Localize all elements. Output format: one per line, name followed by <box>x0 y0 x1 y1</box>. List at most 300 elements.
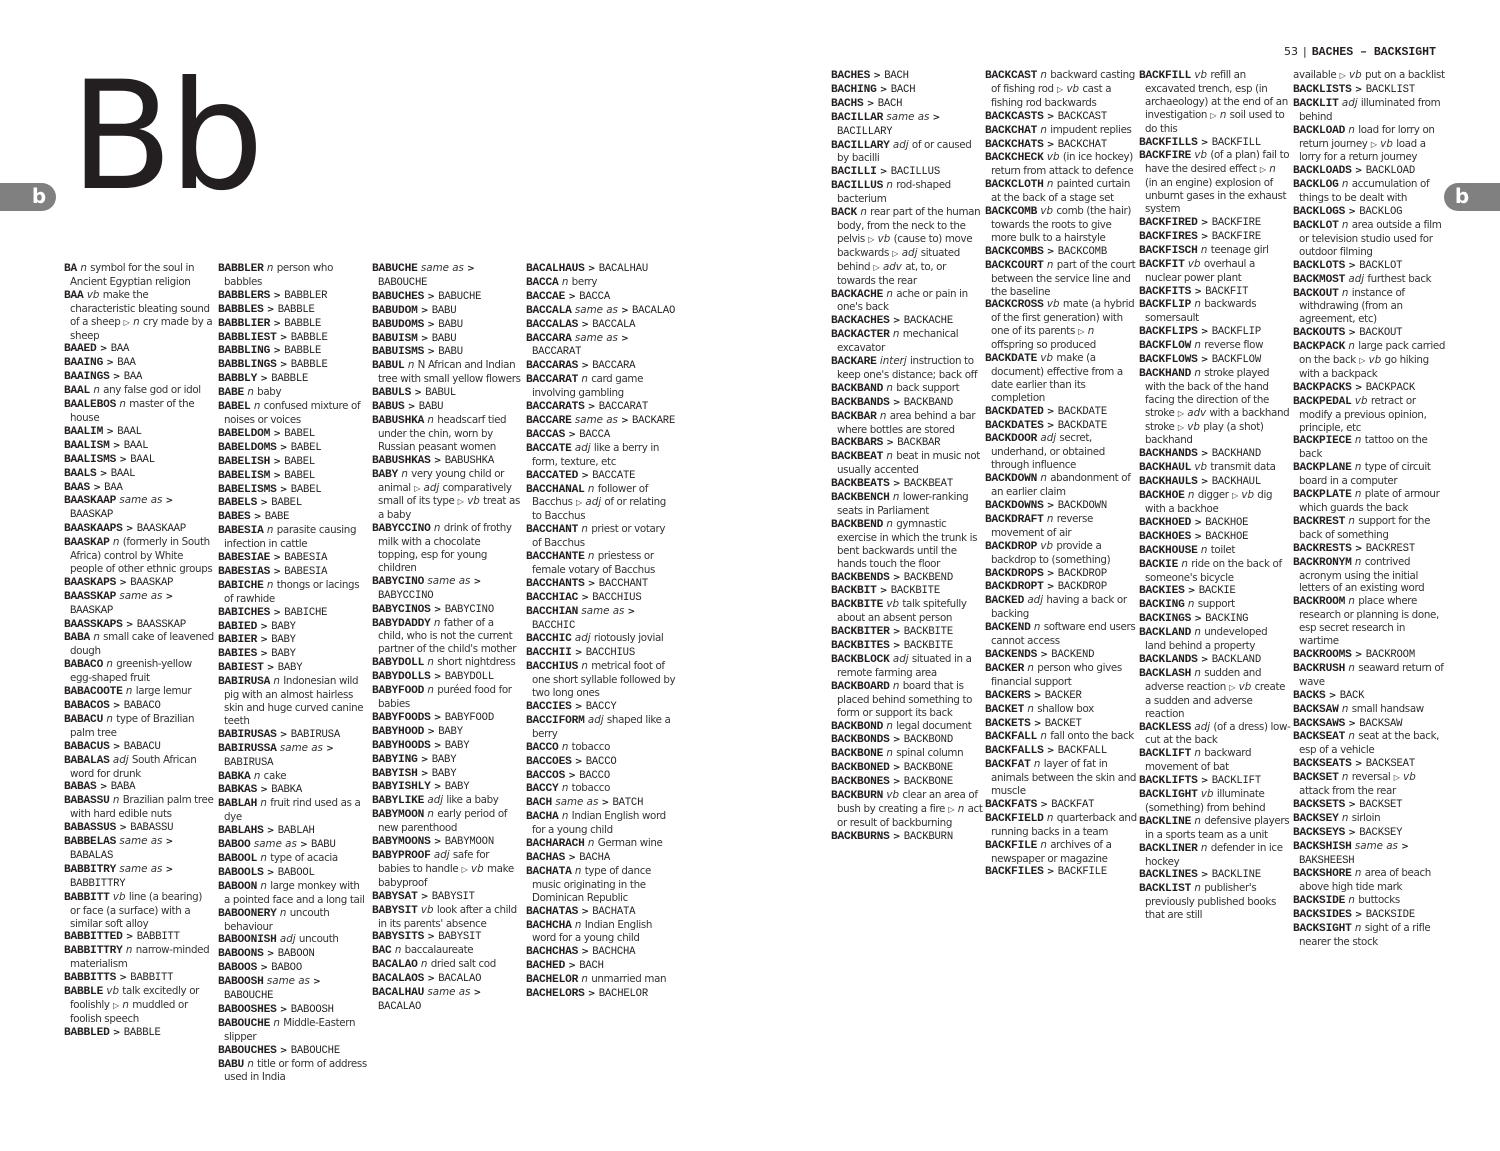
definition: make babyproof <box>378 862 514 889</box>
definition: area behind a bar where bottles are stored <box>837 409 976 436</box>
cross-reference: BABBLE <box>123 1026 161 1039</box>
part-of-speech: n <box>886 450 893 463</box>
dictionary-entry <box>1139 339 1291 353</box>
definition: offspring so produced <box>991 339 1096 352</box>
thumb-index-tab-left[interactable] <box>0 183 56 211</box>
definition: painted curtain at the back of a stage set <box>991 178 1131 205</box>
cross-reference: BACKLOT <box>1359 259 1403 272</box>
part-of-speech: n <box>561 810 569 823</box>
dictionary-entry <box>218 400 368 427</box>
headword: BACKSETS <box>1293 798 1346 811</box>
headword: BACKDATES <box>985 419 1044 432</box>
dictionary-entry <box>372 835 522 849</box>
headword: BACKSET <box>1293 772 1339 785</box>
dictionary-entry <box>526 577 676 591</box>
headword: BACALAOS <box>372 973 425 986</box>
dictionary-entry <box>1139 216 1291 230</box>
part-of-speech: n <box>1354 867 1362 880</box>
cross-reference: BACCHIUS <box>592 591 642 604</box>
cross-reference: BABBLER <box>284 289 328 302</box>
part-of-speech: n <box>886 517 893 530</box>
headword: BAASKAAPS <box>64 523 123 536</box>
headword: BAALEBOS <box>64 399 117 412</box>
cross-reference: BATCH <box>612 797 644 810</box>
definition: fruit rind used as a dye <box>224 797 361 824</box>
dictionary-entry <box>372 414 522 454</box>
part-of-speech: same as <box>574 303 618 316</box>
dictionary-entry <box>526 905 676 919</box>
sense-triangle-icon: ▷ <box>123 317 130 327</box>
dictionary-entry <box>526 782 676 796</box>
cross-reference: BACKSEY <box>1359 826 1403 839</box>
part-of-speech: n <box>1194 814 1201 827</box>
headword: BACKBOND <box>831 720 884 733</box>
cross-reference: BACKSET <box>1359 798 1403 811</box>
crossref-arrow-icon: > <box>433 837 442 848</box>
definition: talk spitefully about an absent person <box>837 598 967 625</box>
crossref-arrow-icon: > <box>1194 517 1202 528</box>
definition: baby <box>257 386 282 399</box>
cross-reference: BABY <box>438 725 463 738</box>
headword: BACKDOOR <box>985 433 1038 446</box>
definition: title or form of address used in India <box>224 1057 367 1084</box>
dictionary-entry <box>526 796 676 810</box>
definition: riotously jovial <box>593 632 664 645</box>
headword: BACHING <box>831 83 877 96</box>
dictionary-entry <box>372 753 522 767</box>
part-of-speech: n <box>1194 298 1201 311</box>
thumb-index-tab-right[interactable] <box>1444 183 1500 211</box>
dictionary-entry <box>1139 367 1291 447</box>
dictionary-entry <box>372 522 522 575</box>
headword: BACALHAU <box>372 987 425 1000</box>
headword: BABBITTRY <box>64 945 123 958</box>
cross-reference: BAASSKAP <box>136 618 186 631</box>
headword: BABBLER <box>218 263 264 275</box>
cross-reference: BABY <box>277 662 303 675</box>
dictionary-entry <box>1139 461 1291 475</box>
crossref-arrow-icon: > <box>568 852 576 863</box>
headword: BACKBIT <box>831 585 877 598</box>
headword: BABOOS <box>218 962 258 975</box>
cross-reference: BACKREST <box>1365 542 1415 555</box>
definition: type of Brazilian palm tree <box>70 712 195 739</box>
headword: BABELISM <box>218 469 271 482</box>
headword: BACKPLATE <box>1293 489 1352 502</box>
crossref-arrow-icon: > <box>420 305 429 316</box>
dictionary-entry <box>218 728 368 742</box>
dictionary-entry <box>218 661 368 675</box>
cross-reference: BAA <box>110 343 130 356</box>
dictionary-entry <box>1293 812 1445 826</box>
part-of-speech: adj <box>112 753 129 766</box>
cross-reference: BACKARE <box>632 414 676 427</box>
headword: BACKCASTS <box>985 110 1044 123</box>
crossref-arrow-icon: > <box>581 470 589 481</box>
sense-triangle-icon: ▷ <box>1177 408 1184 418</box>
crossref-arrow-icon: > <box>1200 327 1209 338</box>
definition: talk excitedly or foolishly <box>70 985 200 1011</box>
headword: BACKROOM <box>1293 596 1346 609</box>
headword: BABIRUSA <box>218 676 271 689</box>
sense-triangle-icon: ▷ <box>1210 110 1217 120</box>
definition: area outside a film or television studio used for outdoor filming <box>1299 218 1442 258</box>
part-of-speech: n <box>587 482 595 495</box>
crossref-arrow-icon: > <box>621 333 629 344</box>
cross-reference: BABYMOON <box>444 836 494 849</box>
headword: BABACU <box>64 713 104 726</box>
dictionary-entry <box>1139 774 1291 788</box>
cross-reference: BACALAO <box>378 1000 422 1013</box>
dictionary-entry <box>372 386 522 400</box>
headword: BACKLAND <box>1139 627 1192 640</box>
definition: comb (the hair) towards the roots to give more bulk to a hairstyle <box>991 205 1131 244</box>
part-of-speech: n <box>1200 243 1208 256</box>
cross-reference: BACKING <box>1205 613 1249 626</box>
dictionary-entry <box>831 410 983 437</box>
definition: illuminated from behind <box>1299 96 1441 123</box>
crossref-arrow-icon: > <box>1348 718 1356 729</box>
part-of-speech: same as <box>420 262 464 274</box>
definition: small handsaw <box>1351 702 1424 715</box>
dictionary-entry <box>985 405 1137 419</box>
headword: BACKBONDS <box>831 734 890 747</box>
dictionary-entry <box>64 713 214 740</box>
sense-triangle-icon: ▷ <box>1259 165 1266 175</box>
headword: BACKIE <box>1139 558 1179 571</box>
part-of-speech: vb <box>1368 354 1382 367</box>
dictionary-entry <box>1139 516 1291 530</box>
definition: clear an area of bush by creating a fire <box>837 789 978 815</box>
cross-reference: BACKROOM <box>1365 648 1415 661</box>
headword: BACKBITES <box>831 640 890 653</box>
headword: BACCARA <box>526 332 572 345</box>
dictionary-entry <box>372 986 522 1014</box>
cross-reference: BACKFILL <box>1211 136 1261 149</box>
headword: BACCHANTE <box>526 551 585 564</box>
dictionary-entry <box>372 454 522 468</box>
part-of-speech: n <box>1194 882 1201 895</box>
part-of-speech: n <box>1341 218 1349 231</box>
dictionary-entry <box>1139 882 1291 922</box>
sense-triangle-icon: ▷ <box>1339 71 1346 80</box>
headword: BACKCOURT <box>985 259 1044 272</box>
definition: defender in ice hockey <box>1145 841 1283 868</box>
crossref-arrow-icon: > <box>165 591 174 602</box>
crossref-arrow-icon: > <box>326 743 334 754</box>
cross-reference: BABEL <box>290 483 322 496</box>
crossref-arrow-icon: > <box>433 740 442 751</box>
headword: BABYCCINO <box>372 523 431 536</box>
crossref-arrow-icon: > <box>119 823 127 834</box>
part-of-speech: n <box>957 802 965 815</box>
headword: BABIEST <box>218 662 264 675</box>
dictionary-entry <box>1293 205 1445 219</box>
headword: BABYPROOF <box>372 849 431 862</box>
crossref-arrow-icon: > <box>260 635 268 646</box>
headword: BABBITTED <box>64 931 123 944</box>
sense-triangle-icon: ▷ <box>948 804 955 814</box>
part-of-speech: vb <box>86 288 100 301</box>
cross-reference: BACILLUS <box>890 166 940 179</box>
part-of-speech: vb <box>886 598 900 611</box>
headword: BAASSKAPS <box>64 618 123 631</box>
dictionary-entry <box>985 648 1137 662</box>
part-of-speech: same as <box>574 413 618 426</box>
headword: BACCHIC <box>526 633 572 646</box>
headword: BABACO <box>64 659 104 672</box>
crossref-arrow-icon: > <box>1046 246 1055 257</box>
headword: BABYCINO <box>372 575 425 588</box>
definition: make (a document) effective from a date earlier than its completion <box>991 352 1123 404</box>
headword: BACKHAND <box>1139 367 1192 380</box>
cross-reference: BABY <box>271 620 296 633</box>
cross-reference: BACKBONE <box>903 776 953 789</box>
headword: BABYCINOS <box>372 603 431 616</box>
headword: BACILLARY <box>831 139 890 152</box>
part-of-speech: n <box>886 287 893 300</box>
cross-reference: BAAL <box>123 439 149 452</box>
headword: BACKSIDE <box>1293 895 1346 908</box>
cross-reference: BACCO <box>585 755 617 768</box>
part-of-speech: n <box>561 782 569 795</box>
cross-reference: BACKFALL <box>1057 745 1107 758</box>
headword: BACKBLOCK <box>831 653 890 666</box>
part-of-speech: n <box>112 536 120 549</box>
sense-triangle-icon: ▷ <box>1393 773 1400 783</box>
part-of-speech: n <box>266 578 274 591</box>
dictionary-entry <box>1139 842 1291 869</box>
cross-reference: BABYSIT <box>438 931 482 944</box>
crossref-arrow-icon: > <box>1401 841 1409 852</box>
crossref-arrow-icon: > <box>587 264 596 274</box>
dictionary-entry <box>372 400 522 414</box>
headword: BACKPIECE <box>1293 435 1352 448</box>
entry-column <box>831 69 983 844</box>
definition: thongs or lacings of rawhide <box>224 578 360 605</box>
dictionary-entry <box>1139 149 1291 216</box>
part-of-speech: n <box>427 413 434 426</box>
dictionary-entry <box>372 670 522 684</box>
definition: mechanical excavator <box>837 328 959 355</box>
definition: having a back or backing <box>991 594 1127 621</box>
part-of-speech: vb <box>1066 82 1080 95</box>
dictionary-entry <box>1293 83 1445 97</box>
cross-reference: BACHCHA <box>592 946 636 959</box>
crossref-arrow-icon: > <box>1200 355 1209 366</box>
dictionary-entry <box>831 733 983 747</box>
crossref-arrow-icon: > <box>273 470 281 481</box>
cross-reference: BACKBITE <box>903 626 953 639</box>
dictionary-entry <box>218 620 368 634</box>
headword: BACKFILE <box>985 839 1038 852</box>
dictionary-entry <box>64 658 214 685</box>
definition: safe for babies to handle <box>378 848 490 875</box>
cross-reference: BABASSU <box>130 822 174 835</box>
definition: baccalaureate <box>404 944 474 957</box>
headword: BABKAS <box>218 784 258 797</box>
part-of-speech: n <box>1187 489 1195 502</box>
dictionary-entry <box>985 621 1137 648</box>
dictionary-entry <box>218 975 368 1003</box>
dictionary-entry <box>64 536 214 576</box>
dictionary-entry <box>372 725 522 739</box>
definition: contrived acronym using the initial letters of an existing word <box>1299 555 1425 595</box>
headword: BABYHOOD <box>372 725 425 738</box>
dictionary-entry <box>831 436 983 450</box>
dictionary-entry <box>1293 826 1445 840</box>
cross-reference: BABYFOOD <box>444 711 494 724</box>
dictionary-entry <box>1293 771 1445 798</box>
headword: BACKSEYS <box>1293 826 1346 839</box>
crossref-arrow-icon: > <box>581 319 589 330</box>
headword: BACKPEDAL <box>1293 395 1352 408</box>
part-of-speech: adj <box>1341 96 1358 109</box>
crossref-arrow-icon: > <box>266 304 275 315</box>
headword: BACKSHORE <box>1293 868 1352 881</box>
part-of-speech: n <box>1348 340 1355 353</box>
dictionary-entry <box>526 973 676 987</box>
headword: BACKPLANE <box>1293 462 1352 475</box>
part-of-speech: same as <box>886 110 930 123</box>
cross-reference: BACKBOND <box>903 734 953 747</box>
dictionary-entry <box>985 151 1137 178</box>
headword: BABIES <box>218 648 258 661</box>
sense-triangle-icon: ▷ <box>112 1000 120 1010</box>
headword: BACK <box>831 207 858 220</box>
headword: BABUISMS <box>372 346 425 359</box>
part-of-speech: same as <box>427 574 471 587</box>
dictionary-entry <box>526 262 676 276</box>
headword: BABELISMS <box>218 483 277 496</box>
dictionary-entry <box>831 450 983 477</box>
definition: reverse flow <box>1204 339 1264 352</box>
definition: early period of new parenthood <box>378 808 508 835</box>
headword: BACKSAW <box>1293 703 1339 716</box>
part-of-speech: n <box>1348 661 1355 674</box>
headword: BABELS <box>218 497 258 510</box>
crossref-arrow-icon: > <box>581 947 589 958</box>
definition: line (a bearing) or face (a surface) with a similar soft alloy <box>70 890 203 930</box>
cross-reference: BAA <box>123 371 143 384</box>
definition: publisher's previously published books that are still <box>1145 882 1276 922</box>
cross-reference: BACKDOWN <box>1057 500 1107 512</box>
cross-reference: BABBLE <box>271 373 309 386</box>
dictionary-entry <box>1293 219 1445 259</box>
cross-reference: BABIRUSA <box>290 728 340 741</box>
dictionary-entry <box>985 205 1137 245</box>
crossref-arrow-icon: > <box>433 712 442 723</box>
headword: BACCIES <box>526 701 572 713</box>
cross-reference: BABOUCHE <box>378 276 428 289</box>
crossref-arrow-icon: > <box>892 641 901 652</box>
headword: BACKFAT <box>985 759 1031 772</box>
headword: BACKHOED <box>1139 516 1192 529</box>
headword: BABYDOLLS <box>372 671 431 684</box>
crossref-arrow-icon: > <box>1200 231 1209 242</box>
crossref-arrow-icon: > <box>621 305 629 316</box>
definition: backward movement of bat <box>1145 747 1252 774</box>
headword: BACKBONES <box>831 776 890 789</box>
part-of-speech: vb <box>1380 137 1393 150</box>
headword: BACKDRAFT <box>985 513 1044 526</box>
part-of-speech: vb <box>1241 489 1255 502</box>
running-header <box>1284 45 1436 59</box>
dictionary-entry <box>985 580 1137 594</box>
crossref-arrow-icon: > <box>106 358 114 369</box>
crossref-arrow-icon: > <box>112 372 121 383</box>
dictionary-entry <box>1293 595 1445 648</box>
cross-reference: BACKSEAT <box>1365 758 1415 771</box>
definition: sight of a rifle nearer the stock <box>1299 922 1431 948</box>
headword: BACKLOT <box>1293 219 1339 232</box>
crossref-arrow-icon: > <box>1354 759 1363 770</box>
dictionary-entry <box>831 775 983 789</box>
crossref-arrow-icon: > <box>866 98 875 109</box>
crossref-arrow-icon: > <box>1200 217 1209 228</box>
definition: situated in a remote farming area <box>837 652 972 679</box>
headword: BABASSUS <box>64 822 117 835</box>
dictionary-entry <box>1293 542 1445 556</box>
definition: very young child or animal <box>378 467 505 494</box>
headword: BACHARACH <box>526 838 585 851</box>
dictionary-entry <box>1293 556 1445 596</box>
dictionary-entry <box>64 384 214 398</box>
part-of-speech: n <box>879 409 887 422</box>
dictionary-entry <box>1293 515 1445 542</box>
definition: Indian English word for a young child <box>532 810 666 837</box>
headword: BACKING <box>1139 599 1185 612</box>
dictionary-entry <box>1293 434 1445 461</box>
part-of-speech: n <box>266 262 274 274</box>
part-of-speech: n <box>1040 472 1047 485</box>
crossref-arrow-icon: > <box>266 949 275 960</box>
headword: BACCHIUS <box>526 661 579 674</box>
part-of-speech: n <box>247 386 254 399</box>
part-of-speech: n <box>260 879 267 892</box>
dictionary-entry <box>526 810 676 837</box>
dictionary-entry <box>1139 653 1291 667</box>
dictionary-entry <box>218 742 368 770</box>
dictionary-entry <box>218 469 368 483</box>
definition: load a lorry for a return journey <box>1299 137 1426 164</box>
part-of-speech: n <box>1046 258 1054 271</box>
crossref-arrow-icon: > <box>621 415 629 426</box>
definition: overhaul a nuclear power plant <box>1145 257 1255 284</box>
headword: BACKHAULS <box>1139 476 1198 489</box>
part-of-speech: n <box>125 944 133 957</box>
dictionary-entry <box>985 245 1137 259</box>
headword: BACKBONED <box>831 762 890 775</box>
dictionary-entry <box>526 359 676 373</box>
dictionary-entry <box>985 259 1137 299</box>
cross-reference: BACK <box>1339 689 1365 702</box>
headword: BACKRUSH <box>1293 662 1346 675</box>
cross-reference: BABBITT <box>130 972 174 985</box>
headword: BACKFLOWS <box>1139 354 1198 367</box>
sense-triangle-icon: ▷ <box>457 497 464 507</box>
dictionary-entry <box>831 584 983 598</box>
crossref-arrow-icon: > <box>433 604 442 615</box>
part-of-speech: n <box>433 522 441 535</box>
definition: seat at the back, esp of a vehicle <box>1299 730 1440 757</box>
crossref-arrow-icon: > <box>433 455 442 466</box>
definition: put on a backlist <box>1364 69 1445 81</box>
crossref-arrow-icon: > <box>1348 328 1356 339</box>
headword: BAASKAPS <box>64 576 117 589</box>
dictionary-entry <box>831 165 983 179</box>
headword: BACKFITS <box>1139 285 1192 298</box>
